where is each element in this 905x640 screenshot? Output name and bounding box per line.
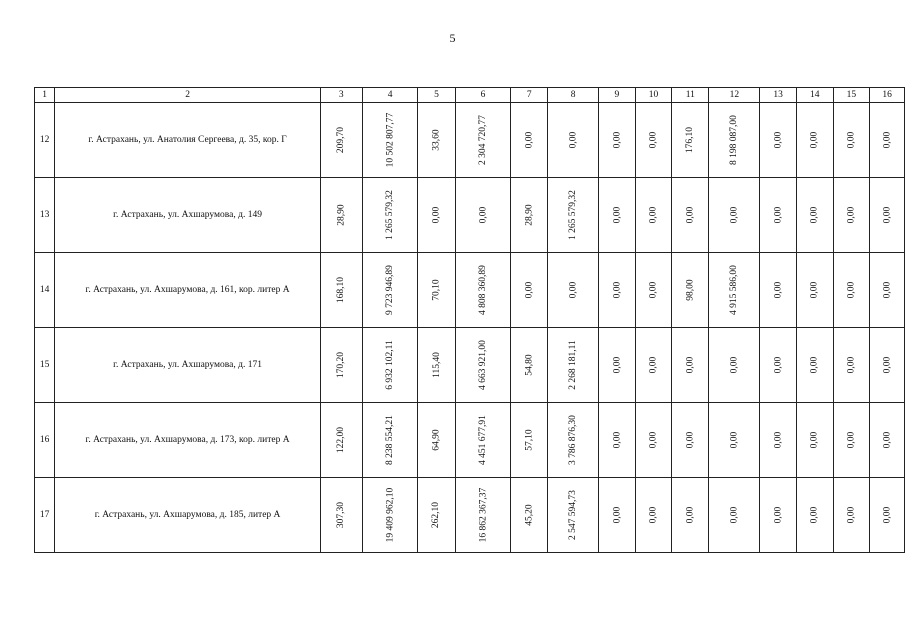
- value-cell: [511, 478, 548, 553]
- value-cell: [548, 253, 599, 328]
- value-text: 0,00: [648, 131, 659, 149]
- value-text: 16 862 367,37: [477, 487, 488, 543]
- value-text: 0,00: [524, 281, 535, 299]
- value-cell: [511, 403, 548, 478]
- value-text: 3 786 876,30: [568, 415, 579, 465]
- value-cell: [635, 403, 672, 478]
- value-cell: [635, 328, 672, 403]
- value-cell: [833, 103, 870, 178]
- value-cell: [362, 253, 418, 328]
- row-number-cell: 17: [35, 478, 55, 553]
- value-text: 4 663 921,00: [477, 340, 488, 390]
- value-text: 122,00: [336, 426, 347, 454]
- row-number-cell: 12: [35, 103, 55, 178]
- column-header: 10: [635, 88, 672, 103]
- value-cell: [870, 478, 905, 553]
- value-text: 0,00: [773, 206, 784, 224]
- value-text: 0,00: [685, 356, 696, 374]
- address-cell: г. Астрахань, ул. Ахшарумова, д. 149: [55, 178, 321, 253]
- value-text: 307,30: [336, 501, 347, 529]
- value-text: 0,00: [685, 506, 696, 524]
- value-cell: [320, 103, 362, 178]
- value-cell: [320, 253, 362, 328]
- value-cell: [709, 328, 760, 403]
- row-number-cell: 15: [35, 328, 55, 403]
- value-text: 4 451 677,91: [477, 415, 488, 465]
- value-cell: [320, 328, 362, 403]
- value-text: 0,00: [685, 206, 696, 224]
- value-text: 8 238 554,21: [385, 415, 396, 465]
- value-cell: [709, 178, 760, 253]
- value-cell: [635, 253, 672, 328]
- column-header: 9: [599, 88, 636, 103]
- value-cell: [511, 328, 548, 403]
- value-cell: [320, 403, 362, 478]
- value-cell: [870, 328, 905, 403]
- value-text: 0,00: [846, 281, 857, 299]
- value-cell: [672, 178, 709, 253]
- value-text: 0,00: [648, 431, 659, 449]
- value-text: 0,00: [611, 431, 622, 449]
- address-cell: г. Астрахань, ул. Ахшарумова, д. 161, кор. литер А: [55, 253, 321, 328]
- table-row: [35, 178, 905, 253]
- value-cell: [833, 478, 870, 553]
- value-cell: [511, 178, 548, 253]
- value-cell: [796, 478, 833, 553]
- value-cell: [599, 403, 636, 478]
- value-text: 0,00: [648, 356, 659, 374]
- value-text: 0,00: [773, 356, 784, 374]
- value-cell: [796, 178, 833, 253]
- value-text: 9 723 946,89: [385, 265, 396, 315]
- value-text: 0,00: [809, 206, 820, 224]
- column-header: 1: [35, 88, 55, 103]
- value-text: 2 547 594,73: [568, 490, 579, 540]
- value-cell: [418, 403, 455, 478]
- column-header: 16: [870, 88, 905, 103]
- column-header: 8: [548, 88, 599, 103]
- value-text: 0,00: [568, 281, 579, 299]
- value-cell: [833, 328, 870, 403]
- table-row: [35, 253, 905, 328]
- value-cell: [635, 103, 672, 178]
- value-text: 6 932 102,11: [385, 340, 396, 390]
- value-cell: [870, 178, 905, 253]
- row-number-cell: 16: [35, 403, 55, 478]
- value-text: 19 409 962,10: [385, 487, 396, 543]
- value-cell: [870, 103, 905, 178]
- table-row: [35, 478, 905, 553]
- value-text: 0,00: [882, 206, 893, 224]
- value-cell: [672, 478, 709, 553]
- value-cell: [599, 253, 636, 328]
- row-number-cell: 14: [35, 253, 55, 328]
- value-cell: [362, 178, 418, 253]
- value-text: 0,00: [809, 131, 820, 149]
- value-cell: [362, 403, 418, 478]
- value-text: 0,00: [846, 206, 857, 224]
- value-cell: [418, 253, 455, 328]
- value-text: 54,80: [524, 354, 535, 376]
- value-cell: [511, 253, 548, 328]
- value-cell: [455, 328, 511, 403]
- value-cell: [362, 103, 418, 178]
- value-cell: [418, 478, 455, 553]
- value-cell: [418, 328, 455, 403]
- address-cell: г. Астрахань, ул. Ахшарумова, д. 173, кор. литер А: [55, 403, 321, 478]
- value-cell: [511, 103, 548, 178]
- value-cell: [362, 478, 418, 553]
- column-header: 2: [55, 88, 321, 103]
- value-cell: [833, 253, 870, 328]
- value-cell: [418, 103, 455, 178]
- value-text: 0,00: [611, 281, 622, 299]
- value-text: 0,00: [882, 431, 893, 449]
- value-text: 0,00: [477, 206, 488, 224]
- value-text: 0,00: [882, 131, 893, 149]
- value-text: 4 915 586,00: [729, 265, 740, 315]
- table-row: [35, 103, 905, 178]
- value-text: 0,00: [773, 131, 784, 149]
- value-text: 176,10: [685, 126, 696, 154]
- value-text: 45,20: [524, 504, 535, 526]
- value-text: 0,00: [568, 131, 579, 149]
- value-text: 0,00: [648, 281, 659, 299]
- column-header: 6: [455, 88, 511, 103]
- value-text: 0,00: [809, 281, 820, 299]
- value-cell: [455, 478, 511, 553]
- value-text: 0,00: [729, 206, 740, 224]
- column-header: 14: [796, 88, 833, 103]
- value-text: 0,00: [809, 506, 820, 524]
- value-text: 168,10: [336, 276, 347, 304]
- value-text: 115,40: [431, 352, 442, 378]
- value-text: 10 502 807,77: [385, 112, 396, 168]
- value-text: 8 198 087,00: [729, 115, 740, 165]
- column-header: 4: [362, 88, 418, 103]
- column-header: 3: [320, 88, 362, 103]
- address-cell: г. Астрахань, ул. Ахшарумова, д. 185, литер А: [55, 478, 321, 553]
- value-text: 170,20: [336, 351, 347, 379]
- value-cell: [760, 403, 797, 478]
- value-text: 0,00: [846, 356, 857, 374]
- value-cell: [548, 478, 599, 553]
- value-text: 0,00: [729, 356, 740, 374]
- value-text: 0,00: [729, 431, 740, 449]
- value-cell: [320, 478, 362, 553]
- value-cell: [760, 103, 797, 178]
- value-text: 0,00: [648, 206, 659, 224]
- column-header: 5: [418, 88, 455, 103]
- value-cell: [548, 103, 599, 178]
- value-cell: [362, 328, 418, 403]
- value-cell: [672, 253, 709, 328]
- value-cell: [599, 478, 636, 553]
- value-cell: [796, 328, 833, 403]
- value-text: 0,00: [611, 356, 622, 374]
- value-cell: [455, 178, 511, 253]
- value-cell: [709, 103, 760, 178]
- value-text: 33,60: [431, 129, 442, 151]
- value-cell: [599, 103, 636, 178]
- value-cell: [548, 403, 599, 478]
- value-cell: [870, 403, 905, 478]
- value-cell: [796, 103, 833, 178]
- value-cell: [760, 328, 797, 403]
- value-text: 209,70: [336, 126, 347, 154]
- value-text: 57,10: [524, 429, 535, 451]
- value-text: 0,00: [431, 206, 442, 224]
- value-cell: [870, 253, 905, 328]
- value-text: 0,00: [729, 506, 740, 524]
- address-cell: г. Астрахань, ул. Ахшарумова, д. 171: [55, 328, 321, 403]
- value-cell: [455, 103, 511, 178]
- table-header-row: [35, 88, 905, 103]
- value-cell: [709, 253, 760, 328]
- value-cell: [796, 403, 833, 478]
- value-text: 2 304 720,77: [477, 115, 488, 165]
- table-row: [35, 403, 905, 478]
- value-cell: [672, 403, 709, 478]
- table-row: [35, 328, 905, 403]
- value-cell: [760, 178, 797, 253]
- column-header: 15: [833, 88, 870, 103]
- value-cell: [833, 178, 870, 253]
- value-cell: [760, 253, 797, 328]
- value-cell: [796, 253, 833, 328]
- value-text: 0,00: [882, 356, 893, 374]
- value-text: 262,10: [431, 501, 442, 529]
- value-text: 1 265 579,32: [385, 190, 396, 240]
- value-cell: [635, 478, 672, 553]
- value-text: 0,00: [846, 131, 857, 149]
- value-cell: [548, 178, 599, 253]
- value-text: 0,00: [882, 281, 893, 299]
- value-text: 64,90: [431, 429, 442, 451]
- value-text: 70,10: [431, 279, 442, 301]
- value-cell: [672, 103, 709, 178]
- value-text: 28,90: [524, 204, 535, 226]
- value-cell: [599, 178, 636, 253]
- value-cell: [599, 328, 636, 403]
- value-cell: [455, 253, 511, 328]
- value-text: 0,00: [846, 506, 857, 524]
- value-cell: [760, 478, 797, 553]
- value-cell: [548, 328, 599, 403]
- value-text: 28,90: [336, 204, 347, 226]
- value-text: 0,00: [685, 431, 696, 449]
- value-text: 0,00: [773, 281, 784, 299]
- value-text: 0,00: [611, 206, 622, 224]
- column-header: 11: [672, 88, 709, 103]
- column-header: 7: [511, 88, 548, 103]
- value-text: 0,00: [611, 131, 622, 149]
- value-text: 0,00: [809, 356, 820, 374]
- value-cell: [320, 178, 362, 253]
- value-text: 0,00: [773, 431, 784, 449]
- page-number: 5: [449, 31, 456, 45]
- value-text: 98,00: [685, 279, 696, 301]
- value-text: 2 268 181,11: [568, 340, 579, 390]
- row-number-cell: 13: [35, 178, 55, 253]
- value-text: 0,00: [882, 506, 893, 524]
- column-header: 13: [760, 88, 797, 103]
- value-cell: [418, 178, 455, 253]
- value-text: 0,00: [773, 506, 784, 524]
- value-text: 4 808 360,89: [477, 265, 488, 315]
- value-text: 0,00: [524, 131, 535, 149]
- value-cell: [709, 478, 760, 553]
- data-table: [34, 87, 905, 553]
- value-text: 0,00: [611, 506, 622, 524]
- value-cell: [833, 403, 870, 478]
- value-text: 0,00: [809, 431, 820, 449]
- column-header: 12: [709, 88, 760, 103]
- value-text: 0,00: [648, 506, 659, 524]
- value-cell: [455, 403, 511, 478]
- value-cell: [635, 178, 672, 253]
- value-text: 1 265 579,32: [568, 190, 579, 240]
- value-cell: [672, 328, 709, 403]
- value-text: 0,00: [846, 431, 857, 449]
- address-cell: г. Астрахань, ул. Анатолия Сергеева, д. 35, кор. Г: [55, 103, 321, 178]
- value-cell: [709, 403, 760, 478]
